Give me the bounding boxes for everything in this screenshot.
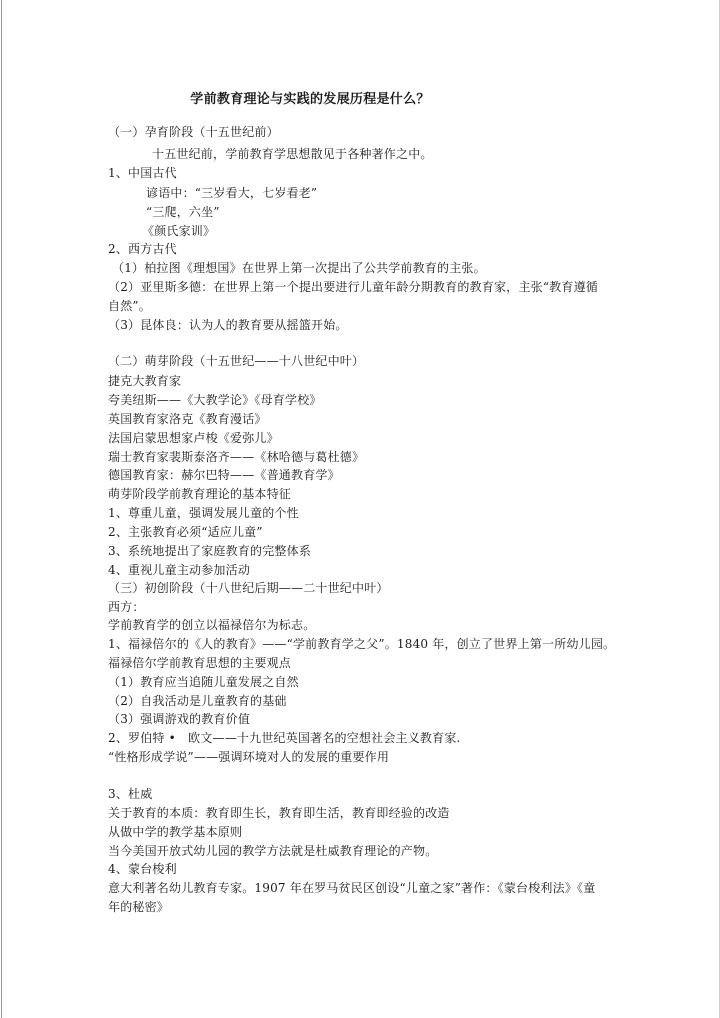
paragraph-line: 《颜氏家训》 (142, 224, 216, 238)
section-heading: 4、蒙台梭利 (108, 862, 177, 876)
paragraph-line: 意大利著名幼儿教育专家。1907 年在罗马贫民区创设“儿童之家”著作：《蒙台梭利法》《童 (108, 881, 596, 895)
paragraph-line: 福禄倍尔学前教育思想的主要观点 (108, 656, 292, 670)
section-heading: 1、中国古代 (108, 166, 177, 180)
paragraph-line: 学前教育学的创立以福禄倍尔为标志。 (108, 618, 316, 632)
stage-heading: （三）初创阶段（十八世纪后期——二十世纪中叶） (108, 581, 389, 595)
section-heading: 3、杜威 (108, 787, 153, 801)
document-title: 学前教育理论与实践的发展历程是什么？ (190, 92, 430, 107)
list-item: 2、主张教育必须“适应儿童” (108, 525, 263, 539)
list-item: 4、重视儿童主动参加活动 (108, 563, 251, 577)
paragraph-line: 十五世纪前，学前教育学思想散见于各种著作之中。 (152, 147, 433, 161)
stage-heading: （一）孕育阶段（十五世纪前） (108, 125, 279, 139)
list-item: （1）柏拉图《理想国》在世界上第一次提出了公共学前教育的主张。 (112, 261, 486, 275)
paragraph-line: “三爬，六坐” (146, 205, 220, 219)
list-item: 1、尊重儿童，强调发展儿童的个性 (108, 506, 299, 520)
paragraph-line: “性格形成学说”——强调环境对人的发展的重要作用 (108, 750, 390, 764)
paragraph-line: 瑞士教育家裴斯泰洛齐——《林哈德与葛杜德》 (108, 450, 365, 464)
paragraph-line: 谚语中：“三岁看大，七岁看老” (146, 186, 318, 200)
paragraph-line: 关于教育的本质：教育即生长，教育即生活，教育即经验的改造 (108, 806, 450, 820)
list-item: （2）亚里斯多德：在世界上第一个提出要进行儿童年龄分期教育的教育家，主张“教育遵循 (108, 280, 598, 294)
list-item: （2）自我活动是儿童教育的基础 (108, 694, 287, 708)
paragraph-line: 捷克大教育家 (108, 374, 182, 388)
paragraph-line: 当今美国开放式幼儿园的教学方法就是杜威教育理论的产物。 (108, 844, 438, 858)
paragraph-line: 德国教育家：赫尔巴特——《普通教育学》 (108, 468, 340, 482)
stage-heading: （二）萌芽阶段（十五世纪——十八世纪中叶） (108, 354, 365, 368)
paragraph-line: 西方： (108, 600, 145, 614)
list-item: （3）强调游戏的教育价值 (108, 712, 251, 726)
list-item: 2、罗伯特 • 欧文——十九世纪英国著名的空想社会主义教育家. (108, 731, 461, 745)
list-item: （1）教育应当追随儿童发展之自然 (108, 675, 299, 689)
list-item: （3）昆体良：认为人的教育要从摇篮开始。 (108, 318, 348, 332)
paragraph-line: 年的秘密》 (108, 900, 170, 914)
list-item: 1、福禄倍尔的《人的教育》——“学前教育学之父”。1840 年，创立了世界上第一所幼儿园。 (108, 637, 616, 651)
paragraph-line: 法国启蒙思想家卢梭《爱弥儿》 (108, 431, 279, 445)
list-item: 3、系统地提出了家庭教育的完整体系 (108, 544, 312, 558)
paragraph-line: 夸美纽斯——《大教学论》《母育学校》 (108, 393, 322, 407)
paragraph-line: 从做中学的教学基本原则 (108, 825, 243, 839)
paragraph-line: 萌芽阶段学前教育理论的基本特征 (108, 487, 292, 501)
paragraph-line: 英国教育家洛克《教育漫话》 (108, 412, 267, 426)
paragraph-line: 自然”。 (108, 299, 151, 313)
page-left-edge (1, 0, 2, 1018)
section-heading: 2、西方古代 (108, 242, 177, 256)
